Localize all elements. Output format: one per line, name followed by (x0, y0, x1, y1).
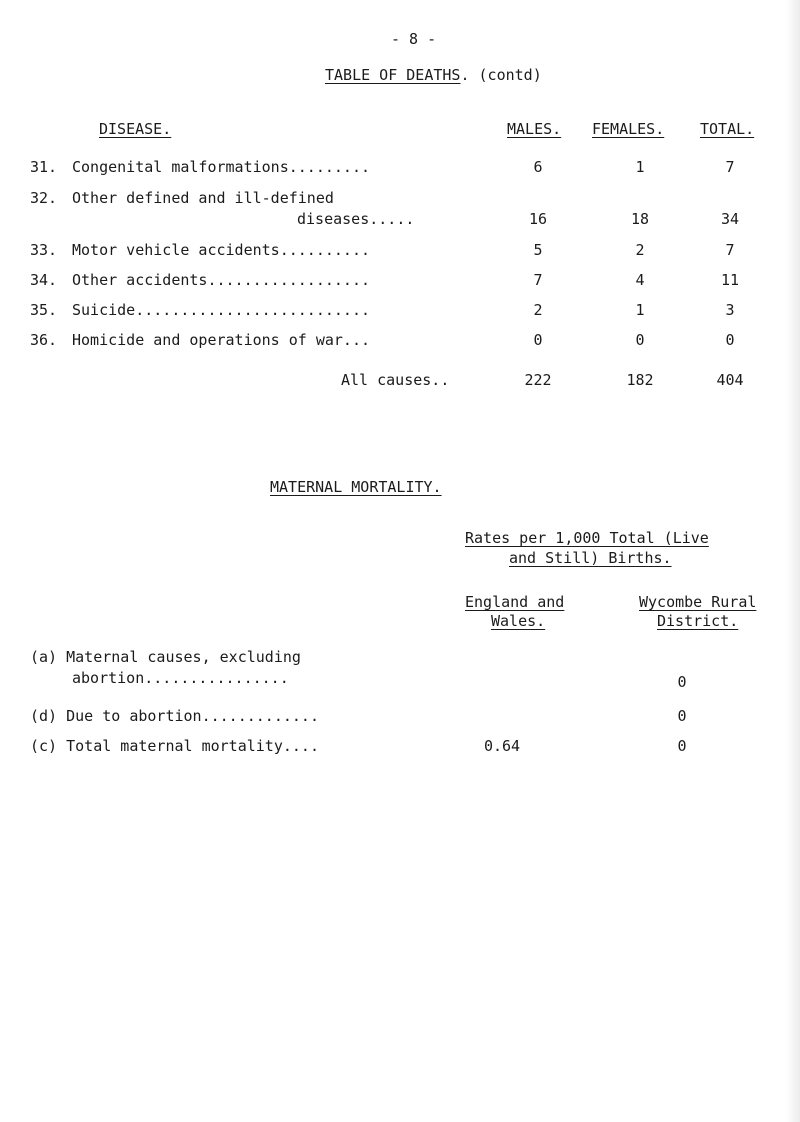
row-label-continued: diseases..... (297, 210, 415, 228)
row-females: 4 (635, 271, 645, 289)
row-label: Congenital malformations......... (72, 158, 371, 176)
row-males: 6 (533, 158, 543, 176)
row-males: 2 (533, 301, 543, 319)
column-england-wales (465, 593, 564, 630)
wycombe-line-2: District. (657, 612, 739, 630)
row-number: 35. (30, 301, 58, 319)
row-label: Other defined and ill-defined (72, 189, 334, 207)
column-wycombe-rural (639, 593, 756, 630)
row-number: 33. (30, 241, 58, 259)
maternal-wycombe-value: 0 (677, 673, 687, 691)
header-females: FEMALES. (592, 120, 665, 138)
rates-heading (465, 529, 709, 567)
header-disease: DISEASE. (99, 120, 172, 138)
rates-line-1: Rates per 1,000 Total (Live (465, 529, 709, 547)
row-males: 5 (533, 241, 543, 259)
row-males: 0 (533, 331, 543, 349)
england-line-2: Wales. (491, 612, 546, 630)
wycombe-line-1: Wycombe Rural (639, 593, 757, 611)
page-number: - 8 - (391, 30, 437, 48)
row-label: Homicide and operations of war... (72, 331, 371, 349)
row-females: 2 (635, 241, 645, 259)
row-total: 3 (725, 301, 735, 319)
row-label: Motor vehicle accidents.......... (72, 241, 371, 259)
row-females: 1 (635, 301, 645, 319)
deaths-title-suffix: . (contd) (460, 66, 542, 84)
header-males: MALES. (507, 120, 562, 138)
row-males: 16 (528, 210, 548, 228)
row-total: 11 (720, 271, 740, 289)
deaths-title-text: TABLE OF DEATHS (325, 66, 461, 84)
row-number: 32. (30, 189, 58, 207)
rates-line-2: and Still) Births. (509, 549, 672, 567)
england-line-1: England and (465, 593, 565, 611)
deaths-table-title (325, 66, 542, 84)
maternal-row-label: (d) Due to abortion............. (30, 707, 319, 725)
maternal-wycombe-value: 0 (677, 737, 687, 755)
row-females: 1 (635, 158, 645, 176)
row-females: 18 (630, 210, 650, 228)
all-causes-label: All causes.. (341, 371, 450, 389)
maternal-england-value: 0.64 (483, 737, 521, 755)
row-males: 7 (533, 271, 543, 289)
all-causes-females: 182 (626, 371, 654, 389)
maternal-row-label: (a) Maternal causes, excluding (30, 648, 301, 666)
maternal-row-label: (c) Total maternal mortality.... (30, 737, 319, 755)
row-total: 34 (720, 210, 740, 228)
row-label: Other accidents.................. (72, 271, 371, 289)
row-females: 0 (635, 331, 645, 349)
all-causes-males: 222 (524, 371, 552, 389)
maternal-row-label-continued: abortion................ (72, 669, 289, 687)
row-total: 7 (725, 241, 735, 259)
all-causes-total: 404 (716, 371, 744, 389)
header-total: TOTAL. (700, 120, 755, 138)
maternal-wycombe-value: 0 (677, 707, 687, 725)
row-total: 7 (725, 158, 735, 176)
row-total: 0 (725, 331, 735, 349)
row-label: Suicide.......................... (72, 301, 371, 319)
row-number: 31. (30, 158, 58, 176)
page-edge-shadow (786, 0, 800, 1122)
row-number: 36. (30, 331, 58, 349)
row-number: 34. (30, 271, 58, 289)
maternal-title: MATERNAL MORTALITY. (270, 478, 442, 496)
